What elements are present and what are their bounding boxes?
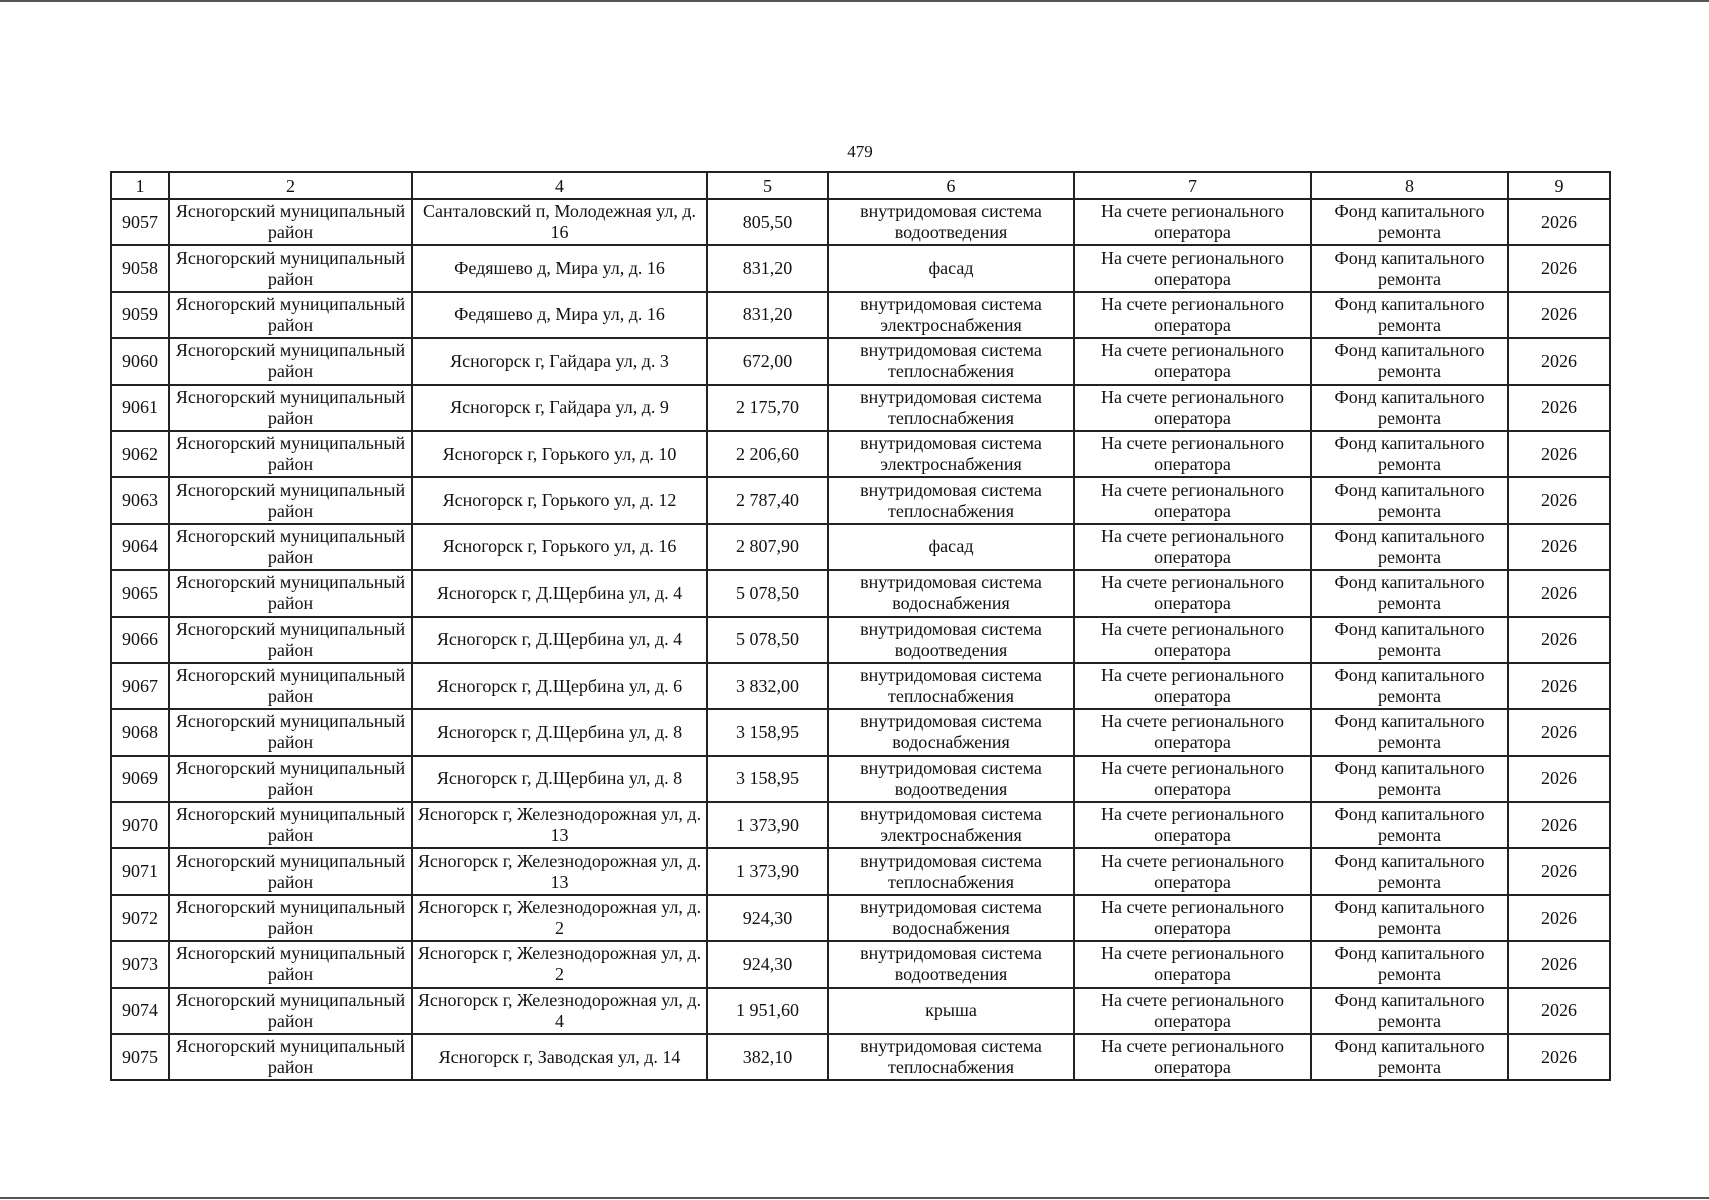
repair-element-cell: внутридомовая система водоотведения xyxy=(828,199,1074,245)
repair-year-cell: 2026 xyxy=(1508,199,1610,245)
district-cell: Ясногорский муниципальный район xyxy=(169,292,412,338)
repair-year-cell: 2026 xyxy=(1508,292,1610,338)
funding-source-cell: Фонд капитального ремонта xyxy=(1311,292,1508,338)
header-cell-col-1: 1 xyxy=(111,172,169,199)
funding-source-cell: Фонд капитального ремонта xyxy=(1311,199,1508,245)
area-cell: 805,50 xyxy=(707,199,828,245)
page-number: 479 xyxy=(847,142,873,161)
row-number-cell: 9070 xyxy=(111,802,169,848)
funding-source-cell: Фонд капитального ремонта xyxy=(1311,802,1508,848)
row-number-cell: 9067 xyxy=(111,663,169,709)
address-cell: Ясногорск г, Железнодорожная ул, д. 2 xyxy=(412,941,707,987)
funding-source-cell: Фонд капитального ремонта xyxy=(1311,988,1508,1034)
header-cell-col-8: 8 xyxy=(1311,172,1508,199)
funding-source-cell: Фонд капитального ремонта xyxy=(1311,663,1508,709)
fund-account-cell: На счете регионального оператора xyxy=(1074,1034,1311,1080)
district-cell: Ясногорский муниципальный район xyxy=(169,617,412,663)
repair-element-cell: внутридомовая система водоснабжения xyxy=(828,895,1074,941)
header-cell-col-6: 6 xyxy=(828,172,1074,199)
funding-source-cell: Фонд капитального ремонта xyxy=(1311,848,1508,894)
repair-element-cell: внутридомовая система теплоснабжения xyxy=(828,477,1074,523)
row-number-cell: 9068 xyxy=(111,709,169,755)
district-cell: Ясногорский муниципальный район xyxy=(169,524,412,570)
table-row xyxy=(111,431,1610,477)
address-cell: Ясногорск г, Горького ул, д. 16 xyxy=(412,524,707,570)
table-row xyxy=(111,199,1610,245)
funding-source-cell: Фонд капитального ремонта xyxy=(1311,477,1508,523)
table-row xyxy=(111,292,1610,338)
table-row xyxy=(111,895,1610,941)
row-number-cell: 9069 xyxy=(111,756,169,802)
repair-year-cell: 2026 xyxy=(1508,570,1610,616)
district-cell: Ясногорский муниципальный район xyxy=(169,941,412,987)
fund-account-cell: На счете регионального оператора xyxy=(1074,245,1311,291)
funding-source-cell: Фонд капитального ремонта xyxy=(1311,1034,1508,1080)
district-cell: Ясногорский муниципальный район xyxy=(169,385,412,431)
repair-year-cell: 2026 xyxy=(1508,245,1610,291)
row-number-cell: 9072 xyxy=(111,895,169,941)
address-cell: Санталовский п, Молодежная ул, д. 16 xyxy=(412,199,707,245)
funding-source-cell: Фонд капитального ремонта xyxy=(1311,570,1508,616)
capital-repair-table xyxy=(110,171,1611,1081)
district-cell: Ясногорский муниципальный район xyxy=(169,245,412,291)
table-row xyxy=(111,941,1610,987)
row-number-cell: 9060 xyxy=(111,338,169,384)
address-cell: Федяшево д, Мира ул, д. 16 xyxy=(412,292,707,338)
funding-source-cell: Фонд капитального ремонта xyxy=(1311,895,1508,941)
area-cell: 924,30 xyxy=(707,895,828,941)
area-cell: 5 078,50 xyxy=(707,617,828,663)
funding-source-cell: Фонд капитального ремонта xyxy=(1311,709,1508,755)
fund-account-cell: На счете регионального оператора xyxy=(1074,756,1311,802)
funding-source-cell: Фонд капитального ремонта xyxy=(1311,338,1508,384)
repair-element-cell: фасад xyxy=(828,245,1074,291)
repair-year-cell: 2026 xyxy=(1508,756,1610,802)
repair-year-cell: 2026 xyxy=(1508,709,1610,755)
repair-element-cell: внутридомовая система теплоснабжения xyxy=(828,663,1074,709)
row-number-cell: 9073 xyxy=(111,941,169,987)
address-cell: Ясногорск г, Железнодорожная ул, д. 13 xyxy=(412,802,707,848)
repair-year-cell: 2026 xyxy=(1508,431,1610,477)
district-cell: Ясногорский муниципальный район xyxy=(169,477,412,523)
district-cell: Ясногорский муниципальный район xyxy=(169,570,412,616)
fund-account-cell: На счете регионального оператора xyxy=(1074,431,1311,477)
district-cell: Ясногорский муниципальный район xyxy=(169,988,412,1034)
area-cell: 672,00 xyxy=(707,338,828,384)
repair-year-cell: 2026 xyxy=(1508,988,1610,1034)
top-scan-rule xyxy=(0,0,1709,2)
repair-year-cell: 2026 xyxy=(1508,663,1610,709)
district-cell: Ясногорский муниципальный район xyxy=(169,431,412,477)
area-cell: 2 206,60 xyxy=(707,431,828,477)
funding-source-cell: Фонд капитального ремонта xyxy=(1311,385,1508,431)
row-number-cell: 9074 xyxy=(111,988,169,1034)
address-cell: Федяшево д, Мира ул, д. 16 xyxy=(412,245,707,291)
repair-element-cell: внутридомовая система водоснабжения xyxy=(828,709,1074,755)
area-cell: 3 158,95 xyxy=(707,756,828,802)
address-cell: Ясногорск г, Гайдара ул, д. 9 xyxy=(412,385,707,431)
repair-year-cell: 2026 xyxy=(1508,1034,1610,1080)
fund-account-cell: На счете регионального оператора xyxy=(1074,385,1311,431)
fund-account-cell: На счете регионального оператора xyxy=(1074,292,1311,338)
header-cell-col-5: 5 xyxy=(707,172,828,199)
fund-account-cell: На счете регионального оператора xyxy=(1074,895,1311,941)
area-cell: 382,10 xyxy=(707,1034,828,1080)
repair-year-cell: 2026 xyxy=(1508,802,1610,848)
table-row xyxy=(111,848,1610,894)
address-cell: Ясногорск г, Горького ул, д. 10 xyxy=(412,431,707,477)
table-row xyxy=(111,663,1610,709)
address-cell: Ясногорск г, Заводская ул, д. 14 xyxy=(412,1034,707,1080)
header-cell-col-9: 9 xyxy=(1508,172,1610,199)
address-cell: Ясногорск г, Д.Щербина ул, д. 6 xyxy=(412,663,707,709)
repair-element-cell: внутридомовая система теплоснабжения xyxy=(828,338,1074,384)
repair-year-cell: 2026 xyxy=(1508,477,1610,523)
address-cell: Ясногорск г, Железнодорожная ул, д. 13 xyxy=(412,848,707,894)
row-number-cell: 9063 xyxy=(111,477,169,523)
area-cell: 1 373,90 xyxy=(707,848,828,894)
bottom-scan-rule xyxy=(0,1197,1709,1199)
repair-year-cell: 2026 xyxy=(1508,524,1610,570)
table-row xyxy=(111,709,1610,755)
area-cell: 2 175,70 xyxy=(707,385,828,431)
repair-element-cell: внутридомовая система водоотведения xyxy=(828,941,1074,987)
repair-element-cell: фасад xyxy=(828,524,1074,570)
area-cell: 831,20 xyxy=(707,292,828,338)
area-cell: 3 832,00 xyxy=(707,663,828,709)
district-cell: Ясногорский муниципальный район xyxy=(169,709,412,755)
row-number-cell: 9061 xyxy=(111,385,169,431)
row-number-cell: 9075 xyxy=(111,1034,169,1080)
header-cell-col-2: 2 xyxy=(169,172,412,199)
address-cell: Ясногорск г, Железнодорожная ул, д. 2 xyxy=(412,895,707,941)
district-cell: Ясногорский муниципальный район xyxy=(169,1034,412,1080)
table-row xyxy=(111,477,1610,523)
repair-year-cell: 2026 xyxy=(1508,385,1610,431)
repair-year-cell: 2026 xyxy=(1508,941,1610,987)
table-row xyxy=(111,756,1610,802)
address-cell: Ясногорск г, Гайдара ул, д. 3 xyxy=(412,338,707,384)
area-cell: 831,20 xyxy=(707,245,828,291)
funding-source-cell: Фонд капитального ремонта xyxy=(1311,524,1508,570)
repair-element-cell: внутридомовая система водоотведения xyxy=(828,756,1074,802)
table-row xyxy=(111,802,1610,848)
fund-account-cell: На счете регионального оператора xyxy=(1074,524,1311,570)
fund-account-cell: На счете регионального оператора xyxy=(1074,570,1311,616)
funding-source-cell: Фонд капитального ремонта xyxy=(1311,431,1508,477)
area-cell: 1 373,90 xyxy=(707,802,828,848)
table-row xyxy=(111,338,1610,384)
fund-account-cell: На счете регионального оператора xyxy=(1074,477,1311,523)
header-row xyxy=(111,172,1610,199)
fund-account-cell: На счете регионального оператора xyxy=(1074,802,1311,848)
table-row xyxy=(111,385,1610,431)
address-cell: Ясногорск г, Горького ул, д. 12 xyxy=(412,477,707,523)
district-cell: Ясногорский муниципальный район xyxy=(169,199,412,245)
repair-element-cell: крыша xyxy=(828,988,1074,1034)
address-cell: Ясногорск г, Д.Щербина ул, д. 4 xyxy=(412,617,707,663)
repair-element-cell: внутридомовая система теплоснабжения xyxy=(828,385,1074,431)
funding-source-cell: Фонд капитального ремонта xyxy=(1311,617,1508,663)
row-number-cell: 9064 xyxy=(111,524,169,570)
address-cell: Ясногорск г, Д.Щербина ул, д. 8 xyxy=(412,756,707,802)
fund-account-cell: На счете регионального оператора xyxy=(1074,709,1311,755)
repair-year-cell: 2026 xyxy=(1508,338,1610,384)
address-cell: Ясногорск г, Железнодорожная ул, д. 4 xyxy=(412,988,707,1034)
fund-account-cell: На счете регионального оператора xyxy=(1074,941,1311,987)
table-row xyxy=(111,1034,1610,1080)
row-number-cell: 9057 xyxy=(111,199,169,245)
district-cell: Ясногорский муниципальный район xyxy=(169,848,412,894)
table-row xyxy=(111,988,1610,1034)
district-cell: Ясногорский муниципальный район xyxy=(169,756,412,802)
area-cell: 3 158,95 xyxy=(707,709,828,755)
row-number-cell: 9065 xyxy=(111,570,169,616)
funding-source-cell: Фонд капитального ремонта xyxy=(1311,941,1508,987)
repair-element-cell: внутридомовая система водоснабжения xyxy=(828,570,1074,616)
repair-element-cell: внутридомовая система электроснабжения xyxy=(828,292,1074,338)
repair-year-cell: 2026 xyxy=(1508,848,1610,894)
fund-account-cell: На счете регионального оператора xyxy=(1074,199,1311,245)
funding-source-cell: Фонд капитального ремонта xyxy=(1311,756,1508,802)
header-cell-col-7: 7 xyxy=(1074,172,1311,199)
district-cell: Ясногорский муниципальный район xyxy=(169,663,412,709)
row-number-cell: 9058 xyxy=(111,245,169,291)
district-cell: Ясногорский муниципальный район xyxy=(169,802,412,848)
table-row xyxy=(111,617,1610,663)
fund-account-cell: На счете регионального оператора xyxy=(1074,338,1311,384)
funding-source-cell: Фонд капитального ремонта xyxy=(1311,245,1508,291)
area-cell: 2 787,40 xyxy=(707,477,828,523)
row-number-cell: 9059 xyxy=(111,292,169,338)
repair-element-cell: внутридомовая система водоотведения xyxy=(828,617,1074,663)
table-row xyxy=(111,570,1610,616)
area-cell: 2 807,90 xyxy=(707,524,828,570)
area-cell: 924,30 xyxy=(707,941,828,987)
table-row xyxy=(111,524,1610,570)
table-row xyxy=(111,245,1610,291)
fund-account-cell: На счете регионального оператора xyxy=(1074,663,1311,709)
area-cell: 5 078,50 xyxy=(707,570,828,616)
repair-element-cell: внутридомовая система теплоснабжения xyxy=(828,1034,1074,1080)
row-number-cell: 9062 xyxy=(111,431,169,477)
fund-account-cell: На счете регионального оператора xyxy=(1074,848,1311,894)
district-cell: Ясногорский муниципальный район xyxy=(169,895,412,941)
fund-account-cell: На счете регионального оператора xyxy=(1074,988,1311,1034)
district-cell: Ясногорский муниципальный район xyxy=(169,338,412,384)
address-cell: Ясногорск г, Д.Щербина ул, д. 8 xyxy=(412,709,707,755)
repair-element-cell: внутридомовая система электроснабжения xyxy=(828,802,1074,848)
row-number-cell: 9066 xyxy=(111,617,169,663)
repair-element-cell: внутридомовая система теплоснабжения xyxy=(828,848,1074,894)
header-cell-col-4: 4 xyxy=(412,172,707,199)
repair-year-cell: 2026 xyxy=(1508,895,1610,941)
area-cell: 1 951,60 xyxy=(707,988,828,1034)
fund-account-cell: На счете регионального оператора xyxy=(1074,617,1311,663)
row-number-cell: 9071 xyxy=(111,848,169,894)
repair-element-cell: внутридомовая система электроснабжения xyxy=(828,431,1074,477)
address-cell: Ясногорск г, Д.Щербина ул, д. 4 xyxy=(412,570,707,616)
repair-year-cell: 2026 xyxy=(1508,617,1610,663)
